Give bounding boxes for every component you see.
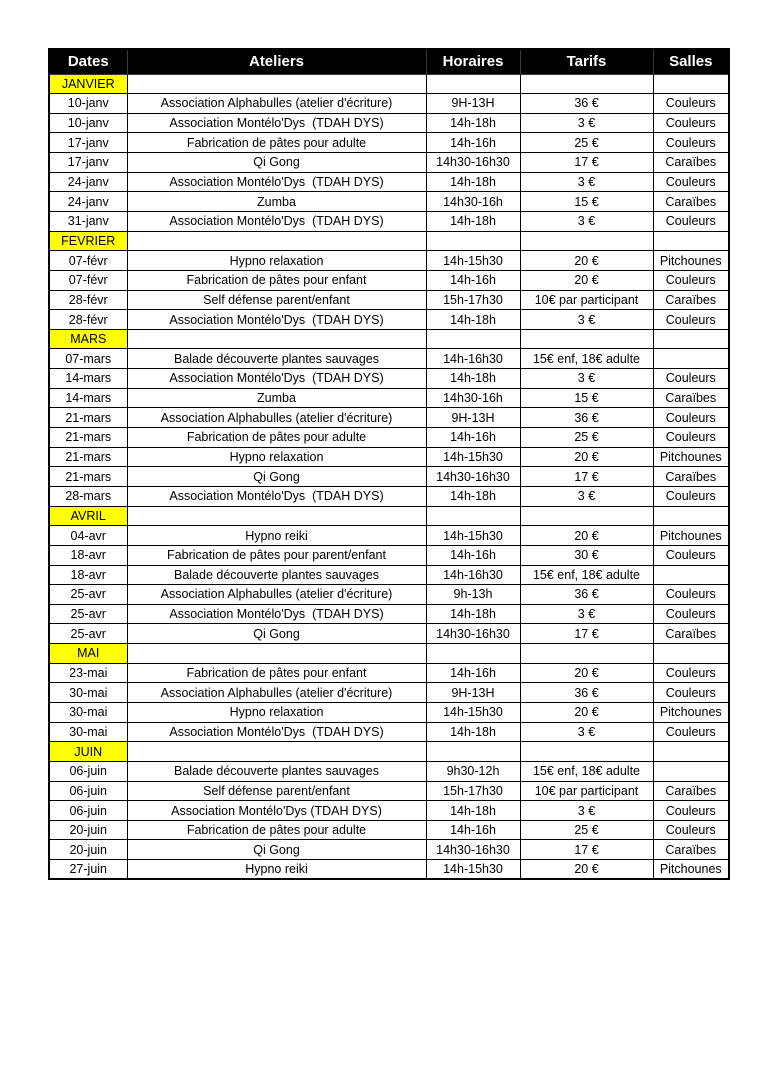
salle-cell: Couleurs <box>653 133 729 153</box>
tarif-cell: 20 € <box>520 447 653 467</box>
tarif-cell: 20 € <box>520 860 653 880</box>
atelier-cell: Balade découverte plantes sauvages <box>127 761 426 781</box>
salle-cell: Couleurs <box>653 663 729 683</box>
salle-cell <box>653 565 729 585</box>
event-row <box>49 153 729 173</box>
tarif-cell: 25 € <box>520 428 653 448</box>
date-cell: 25-avr <box>49 624 127 644</box>
header-row <box>49 49 729 74</box>
salle-cell: Caraïbes <box>653 290 729 310</box>
date-cell: 28-mars <box>49 486 127 506</box>
date-cell: 14-mars <box>49 369 127 389</box>
date-cell: 06-juin <box>49 781 127 801</box>
month-label-cell: JANVIER <box>49 74 127 94</box>
horaire-cell: 14h-16h <box>426 545 520 565</box>
date-cell: 21-mars <box>49 447 127 467</box>
horaire-cell: 14h-16h <box>426 820 520 840</box>
horaire-cell: 14h-18h <box>426 369 520 389</box>
salle-cell <box>653 761 729 781</box>
date-cell: 17-janv <box>49 133 127 153</box>
salle-cell: Caraïbes <box>653 781 729 801</box>
event-row <box>49 781 729 801</box>
tarif-cell: 17 € <box>520 467 653 487</box>
atelier-cell: Balade découverte plantes sauvages <box>127 349 426 369</box>
salle-cell: Couleurs <box>653 270 729 290</box>
tarif-cell: 15 € <box>520 192 653 212</box>
event-row <box>49 94 729 114</box>
event-row <box>49 585 729 605</box>
atelier-cell: Self défense parent/enfant <box>127 290 426 310</box>
tarif-cell: 20 € <box>520 270 653 290</box>
empty-cell <box>127 74 426 94</box>
empty-cell <box>520 644 653 664</box>
salle-cell: Caraïbes <box>653 467 729 487</box>
empty-cell <box>520 231 653 251</box>
atelier-cell: Fabrication de pâtes pour parent/enfant <box>127 545 426 565</box>
month-row <box>49 644 729 664</box>
month-row <box>49 506 729 526</box>
salle-cell: Couleurs <box>653 369 729 389</box>
empty-cell <box>653 329 729 349</box>
horaire-cell: 14h30-16h <box>426 388 520 408</box>
event-row <box>49 604 729 624</box>
horaire-cell: 14h-18h <box>426 801 520 821</box>
event-row <box>49 801 729 821</box>
salle-cell: Couleurs <box>653 585 729 605</box>
date-cell: 07-mars <box>49 349 127 369</box>
atelier-cell: Association Montélo'Dys (TDAH DYS) <box>127 310 426 330</box>
horaire-cell: 14h30-16h30 <box>426 624 520 644</box>
date-cell: 20-juin <box>49 840 127 860</box>
tarif-cell: 17 € <box>520 624 653 644</box>
date-cell: 21-mars <box>49 467 127 487</box>
salle-cell: Couleurs <box>653 604 729 624</box>
salle-cell: Couleurs <box>653 545 729 565</box>
horaire-cell: 14h-16h <box>426 663 520 683</box>
empty-cell <box>520 506 653 526</box>
salle-cell: Couleurs <box>653 211 729 231</box>
empty-cell <box>426 644 520 664</box>
horaire-cell: 14h-15h30 <box>426 703 520 723</box>
atelier-cell: Fabrication de pâtes pour adulte <box>127 428 426 448</box>
month-row <box>49 742 729 762</box>
tarif-cell: 10€ par participant <box>520 781 653 801</box>
date-cell: 10-janv <box>49 94 127 114</box>
event-row <box>49 192 729 212</box>
horaire-cell: 14h-15h30 <box>426 860 520 880</box>
atelier-cell: Association Alphabulles (atelier d'écriture) <box>127 408 426 428</box>
empty-cell <box>653 231 729 251</box>
atelier-cell: Association Alphabulles (atelier d'écriture) <box>127 683 426 703</box>
horaire-cell: 9h30-12h <box>426 761 520 781</box>
tarif-cell: 3 € <box>520 113 653 133</box>
empty-cell <box>653 644 729 664</box>
empty-cell <box>653 506 729 526</box>
horaire-cell: 14h-18h <box>426 310 520 330</box>
event-row <box>49 349 729 369</box>
salle-cell: Couleurs <box>653 310 729 330</box>
salle-cell <box>653 349 729 369</box>
salle-cell: Pitchounes <box>653 251 729 271</box>
date-cell: 18-avr <box>49 545 127 565</box>
event-row <box>49 860 729 880</box>
atelier-cell: Association Montélo'Dys (TDAH DYS) <box>127 486 426 506</box>
empty-cell <box>520 74 653 94</box>
empty-cell <box>127 506 426 526</box>
salle-cell: Pitchounes <box>653 860 729 880</box>
salle-cell: Caraïbes <box>653 192 729 212</box>
date-cell: 20-juin <box>49 820 127 840</box>
atelier-cell: Qi Gong <box>127 840 426 860</box>
empty-cell <box>520 329 653 349</box>
date-cell: 28-févr <box>49 290 127 310</box>
date-cell: 27-juin <box>49 860 127 880</box>
horaire-cell: 9H-13H <box>426 683 520 703</box>
date-cell: 14-mars <box>49 388 127 408</box>
event-row <box>49 310 729 330</box>
horaire-cell: 14h30-16h30 <box>426 153 520 173</box>
tarif-cell: 3 € <box>520 369 653 389</box>
date-cell: 10-janv <box>49 113 127 133</box>
tarif-cell: 3 € <box>520 172 653 192</box>
atelier-cell: Association Montélo'Dys (TDAH DYS) <box>127 722 426 742</box>
atelier-cell: Fabrication de pâtes pour enfant <box>127 663 426 683</box>
atelier-cell: Fabrication de pâtes pour adulte <box>127 820 426 840</box>
empty-cell <box>520 742 653 762</box>
header-horaires: Horaires <box>426 49 520 74</box>
salle-cell: Couleurs <box>653 428 729 448</box>
event-row <box>49 486 729 506</box>
date-cell: 30-mai <box>49 683 127 703</box>
atelier-cell: Association Montélo'Dys (TDAH DYS) <box>127 801 426 821</box>
event-row <box>49 467 729 487</box>
empty-cell <box>426 74 520 94</box>
date-cell: 28-févr <box>49 310 127 330</box>
horaire-cell: 14h-16h30 <box>426 565 520 585</box>
date-cell: 31-janv <box>49 211 127 231</box>
date-cell: 25-avr <box>49 585 127 605</box>
date-cell: 23-mai <box>49 663 127 683</box>
event-row <box>49 545 729 565</box>
salle-cell: Couleurs <box>653 94 729 114</box>
tarif-cell: 17 € <box>520 153 653 173</box>
tarif-cell: 25 € <box>520 133 653 153</box>
atelier-cell: Hypno reiki <box>127 526 426 546</box>
horaire-cell: 14h-18h <box>426 172 520 192</box>
tarif-cell: 3 € <box>520 486 653 506</box>
atelier-cell: Association Alphabulles (atelier d'écriture) <box>127 585 426 605</box>
horaire-cell: 14h-16h30 <box>426 349 520 369</box>
date-cell: 06-juin <box>49 761 127 781</box>
horaire-cell: 14h-16h <box>426 270 520 290</box>
horaire-cell: 15h-17h30 <box>426 781 520 801</box>
month-label-cell: MAI <box>49 644 127 664</box>
horaire-cell: 14h-15h30 <box>426 447 520 467</box>
event-row <box>49 820 729 840</box>
date-cell: 30-mai <box>49 722 127 742</box>
tarif-cell: 3 € <box>520 211 653 231</box>
horaire-cell: 14h-15h30 <box>426 526 520 546</box>
atelier-cell: Qi Gong <box>127 624 426 644</box>
horaire-cell: 14h-18h <box>426 722 520 742</box>
atelier-cell: Qi Gong <box>127 153 426 173</box>
date-cell: 25-avr <box>49 604 127 624</box>
event-row <box>49 113 729 133</box>
empty-cell <box>653 74 729 94</box>
horaire-cell: 15h-17h30 <box>426 290 520 310</box>
date-cell: 21-mars <box>49 408 127 428</box>
tarif-cell: 36 € <box>520 585 653 605</box>
atelier-cell: Association Montélo'Dys (TDAH DYS) <box>127 211 426 231</box>
tarif-cell: 20 € <box>520 703 653 723</box>
header-dates: Dates <box>49 49 127 74</box>
atelier-cell: Zumba <box>127 192 426 212</box>
salle-cell: Couleurs <box>653 408 729 428</box>
header-tarifs: Tarifs <box>520 49 653 74</box>
date-cell: 07-févr <box>49 270 127 290</box>
salle-cell: Caraïbes <box>653 840 729 860</box>
event-row <box>49 565 729 585</box>
tarif-cell: 36 € <box>520 683 653 703</box>
date-cell: 07-févr <box>49 251 127 271</box>
salle-cell: Pitchounes <box>653 526 729 546</box>
horaire-cell: 9h-13h <box>426 585 520 605</box>
tarif-cell: 3 € <box>520 801 653 821</box>
horaire-cell: 14h-18h <box>426 113 520 133</box>
event-row <box>49 761 729 781</box>
tarif-cell: 17 € <box>520 840 653 860</box>
date-cell: 30-mai <box>49 703 127 723</box>
tarif-cell: 20 € <box>520 663 653 683</box>
horaire-cell: 14h30-16h30 <box>426 840 520 860</box>
salle-cell: Pitchounes <box>653 703 729 723</box>
tarif-cell: 36 € <box>520 408 653 428</box>
event-row <box>49 447 729 467</box>
tarif-cell: 3 € <box>520 310 653 330</box>
date-cell: 06-juin <box>49 801 127 821</box>
month-label-cell: JUIN <box>49 742 127 762</box>
date-cell: 04-avr <box>49 526 127 546</box>
atelier-cell: Association Montélo'Dys (TDAH DYS) <box>127 113 426 133</box>
horaire-cell: 14h-18h <box>426 604 520 624</box>
schedule-body <box>49 74 729 879</box>
empty-cell <box>127 644 426 664</box>
empty-cell <box>127 231 426 251</box>
empty-cell <box>653 742 729 762</box>
header-ateliers: Ateliers <box>127 49 426 74</box>
header-salles: Salles <box>653 49 729 74</box>
salle-cell: Couleurs <box>653 820 729 840</box>
month-row <box>49 329 729 349</box>
atelier-cell: Association Montélo'Dys (TDAH DYS) <box>127 604 426 624</box>
horaire-cell: 14h-16h <box>426 428 520 448</box>
atelier-cell: Hypno relaxation <box>127 447 426 467</box>
atelier-cell: Balade découverte plantes sauvages <box>127 565 426 585</box>
tarif-cell: 36 € <box>520 94 653 114</box>
tarif-cell: 10€ par participant <box>520 290 653 310</box>
tarif-cell: 15€ enf, 18€ adulte <box>520 565 653 585</box>
salle-cell: Caraïbes <box>653 624 729 644</box>
event-row <box>49 133 729 153</box>
event-row <box>49 624 729 644</box>
atelier-cell: Hypno relaxation <box>127 251 426 271</box>
tarif-cell: 15 € <box>520 388 653 408</box>
atelier-cell: Association Montélo'Dys (TDAH DYS) <box>127 172 426 192</box>
empty-cell <box>426 506 520 526</box>
event-row <box>49 408 729 428</box>
atelier-cell: Association Alphabulles (atelier d'écriture) <box>127 94 426 114</box>
tarif-cell: 15€ enf, 18€ adulte <box>520 349 653 369</box>
event-row <box>49 251 729 271</box>
month-row <box>49 231 729 251</box>
tarif-cell: 20 € <box>520 251 653 271</box>
event-row <box>49 663 729 683</box>
event-row <box>49 388 729 408</box>
date-cell: 24-janv <box>49 172 127 192</box>
event-row <box>49 211 729 231</box>
event-row <box>49 526 729 546</box>
month-label-cell: MARS <box>49 329 127 349</box>
empty-cell <box>426 231 520 251</box>
event-row <box>49 722 729 742</box>
schedule-table <box>48 48 730 880</box>
event-row <box>49 683 729 703</box>
atelier-cell: Zumba <box>127 388 426 408</box>
month-label-cell: AVRIL <box>49 506 127 526</box>
horaire-cell: 14h30-16h <box>426 192 520 212</box>
salle-cell: Caraïbes <box>653 153 729 173</box>
tarif-cell: 30 € <box>520 545 653 565</box>
date-cell: 17-janv <box>49 153 127 173</box>
event-row <box>49 270 729 290</box>
empty-cell <box>426 329 520 349</box>
tarif-cell: 20 € <box>520 526 653 546</box>
event-row <box>49 290 729 310</box>
event-row <box>49 172 729 192</box>
horaire-cell: 14h-18h <box>426 486 520 506</box>
atelier-cell: Fabrication de pâtes pour adulte <box>127 133 426 153</box>
horaire-cell: 9H-13H <box>426 408 520 428</box>
tarif-cell: 3 € <box>520 604 653 624</box>
tarif-cell: 15€ enf, 18€ adulte <box>520 761 653 781</box>
empty-cell <box>426 742 520 762</box>
month-label-cell: FEVRIER <box>49 231 127 251</box>
event-row <box>49 840 729 860</box>
salle-cell: Couleurs <box>653 486 729 506</box>
horaire-cell: 14h-16h <box>426 133 520 153</box>
empty-cell <box>127 742 426 762</box>
date-cell: 21-mars <box>49 428 127 448</box>
atelier-cell: Association Montélo'Dys (TDAH DYS) <box>127 369 426 389</box>
horaire-cell: 14h-18h <box>426 211 520 231</box>
atelier-cell: Qi Gong <box>127 467 426 487</box>
salle-cell: Caraïbes <box>653 388 729 408</box>
empty-cell <box>127 329 426 349</box>
event-row <box>49 703 729 723</box>
tarif-cell: 25 € <box>520 820 653 840</box>
atelier-cell: Self défense parent/enfant <box>127 781 426 801</box>
salle-cell: Couleurs <box>653 113 729 133</box>
horaire-cell: 14h30-16h30 <box>426 467 520 487</box>
salle-cell: Pitchounes <box>653 447 729 467</box>
atelier-cell: Hypno relaxation <box>127 703 426 723</box>
horaire-cell: 14h-15h30 <box>426 251 520 271</box>
atelier-cell: Hypno reiki <box>127 860 426 880</box>
horaire-cell: 9H-13H <box>426 94 520 114</box>
event-row <box>49 428 729 448</box>
salle-cell: Couleurs <box>653 801 729 821</box>
salle-cell: Couleurs <box>653 683 729 703</box>
event-row <box>49 369 729 389</box>
month-row <box>49 74 729 94</box>
date-cell: 24-janv <box>49 192 127 212</box>
tarif-cell: 3 € <box>520 722 653 742</box>
atelier-cell: Fabrication de pâtes pour enfant <box>127 270 426 290</box>
salle-cell: Couleurs <box>653 722 729 742</box>
date-cell: 18-avr <box>49 565 127 585</box>
salle-cell: Couleurs <box>653 172 729 192</box>
